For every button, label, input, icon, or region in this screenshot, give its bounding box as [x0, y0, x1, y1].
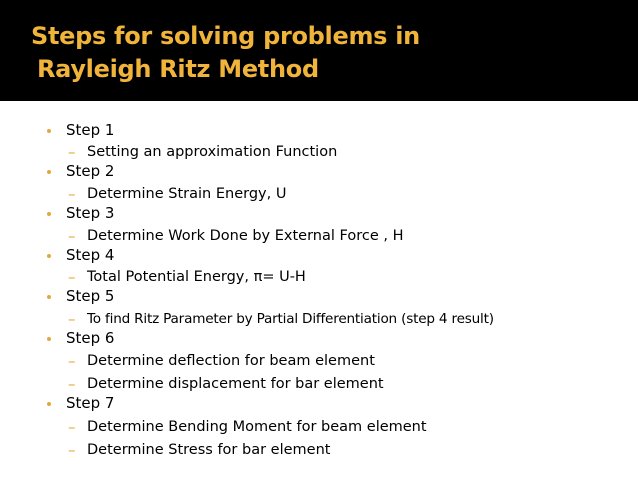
step-detail: Determine deflection for beam element: [87, 353, 375, 369]
step-detail: Total Potential Energy, π= U-H: [87, 269, 306, 285]
step-label: Step 1: [66, 121, 115, 139]
step-label: Step 4: [66, 246, 115, 264]
step-detail: Determine Strain Energy, U: [87, 186, 287, 202]
dash-icon: –: [68, 185, 76, 203]
dash-icon: –: [68, 375, 76, 393]
step-detail: Determine Stress for bar element: [87, 442, 331, 458]
bullet-icon: [47, 129, 51, 133]
step-label: Step 7: [66, 394, 115, 412]
step-label: Step 2: [66, 162, 115, 180]
dash-icon: –: [68, 352, 76, 370]
bullet-icon: [47, 212, 51, 216]
bullet-icon: [47, 254, 51, 258]
step-label: Step 6: [66, 329, 115, 347]
bullet-icon: [47, 402, 51, 406]
step-detail: To find Ritz Parameter by Partial Differentiation (step 4 result): [87, 311, 494, 327]
step-detail: Determine Work Done by External Force , H: [87, 228, 404, 244]
bullet-icon: [47, 337, 51, 341]
dash-icon: –: [68, 310, 76, 328]
slide-title-line-1: Steps for solving problems in: [31, 22, 420, 50]
dash-icon: –: [68, 418, 76, 436]
dash-icon: –: [68, 441, 76, 459]
dash-icon: –: [68, 268, 76, 286]
step-label: Step 5: [66, 287, 115, 305]
step-detail: Determine displacement for bar element: [87, 376, 384, 392]
bullet-icon: [47, 170, 51, 174]
dash-icon: –: [68, 143, 76, 161]
slide-title-line-2: Rayleigh Ritz Method: [37, 55, 319, 83]
step-detail: Determine Bending Moment for beam element: [87, 419, 427, 435]
dash-icon: –: [68, 227, 76, 245]
bullet-icon: [47, 295, 51, 299]
step-detail: Setting an approximation Function: [87, 144, 338, 160]
step-label: Step 3: [66, 204, 115, 222]
